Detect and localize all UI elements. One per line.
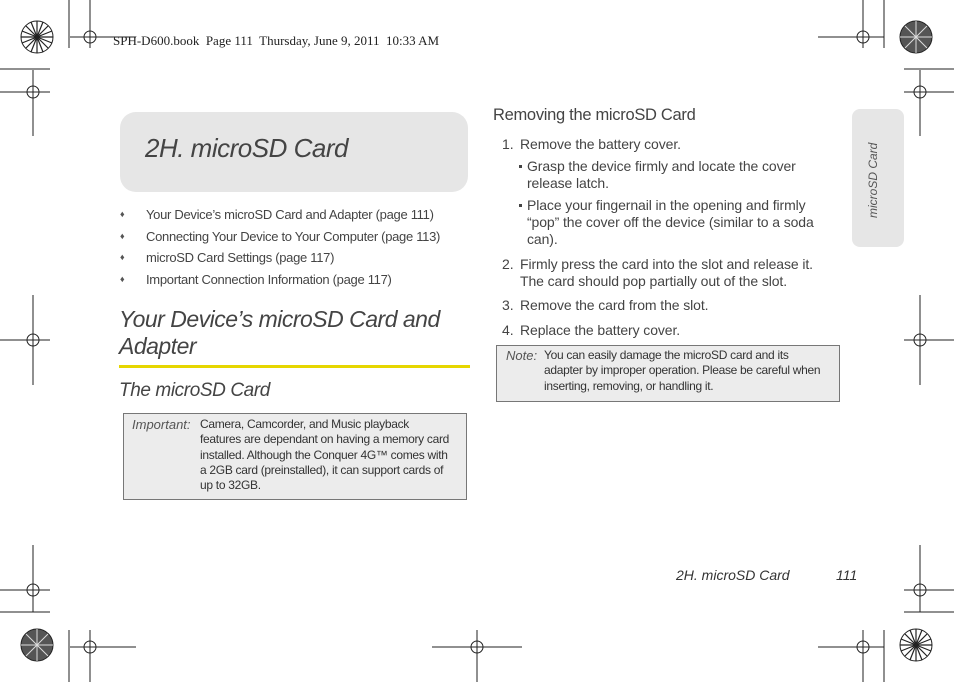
diamond-bullet-icon: ♦ [120,230,125,241]
crosshair-bottom-left [70,630,136,682]
toc-item[interactable]: ♦ Important Connection Information (page 117) [120,272,392,288]
sub-bullet-text: can). [527,231,558,247]
sub-bullet-text: release latch. [527,175,609,191]
important-label: Important: [132,417,191,432]
print-header: SPH-D600.book Page 111 Thursday, June 9, 2011 10:33 AM [113,33,440,48]
toc-item[interactable]: ♦ Your Device’s microSD Card and Adapter (page 111) [120,207,434,222]
important-text-line: a 2GB card (preinstalled), it can support cards of [200,462,444,477]
diamond-bullet-icon: ♦ [120,252,125,263]
step-number: 1. [502,136,514,152]
important-box [123,413,467,500]
subsection-title: The microSD Card [119,380,270,401]
crosshair-right-mid [904,295,954,385]
diamond-bullet-icon: ♦ [120,209,125,219]
crosshair-right-lower [904,545,954,612]
step-number: 3. [502,297,514,313]
sub-bullet-text: Place your fingernail in the opening and firmly [527,197,806,213]
step-text: Firmly press the card into the slot and release it. [520,256,813,272]
section-divider [119,365,470,368]
chapter-title: 2H. microSD Card [145,133,348,163]
step-text: The card should pop partially out of the slot. [520,273,788,289]
sub-bullet-text: “pop” the cover off the device (similar to a soda [527,214,814,230]
registration-wheel-bottom-left [21,629,53,661]
diamond-bullet-icon: ♦ [120,274,125,285]
registration-wheel-top-left [21,21,53,53]
note-box [496,345,840,402]
step-text: Replace the battery cover. [520,322,681,338]
crosshair-right-upper [904,70,954,136]
registration-wheel-bottom-right [900,629,932,661]
registration-wheel-top-right [900,21,932,53]
crosshair-top-right [818,0,884,48]
crosshair-left-upper [0,70,50,136]
note-label: Note: [506,348,538,363]
square-bullet-icon [519,165,522,168]
footer-page-number: 111 [836,567,858,583]
important-text-line: features are dependant on having a memory card [200,432,450,447]
important-text-line: installed. Although the Conquer 4G™ comes with [200,447,448,462]
important-text-line: Camera, Camcorder, and Music playback [200,417,409,431]
toc-item[interactable]: ♦ Connecting Your Device to Your Computer (page 113) [120,228,441,244]
important-text-line: up to 32GB. [200,478,261,493]
crosshair-left-mid [0,295,50,385]
footer-section-title: 2H. microSD Card [676,567,790,583]
side-tab-label: microSD Card [866,142,880,218]
step-number: 4. [502,322,514,338]
crosshair-bottom-right [818,630,884,682]
step-text: Remove the card from the slot. [520,297,709,313]
note-text-line: inserting, removing, or handling it. [544,378,714,393]
note-text-line: You can easily damage the microSD card and its [544,348,789,362]
chapter-toc [120,206,480,293]
removing-heading: Removing the microSD Card [493,106,696,124]
note-text-line: adapter by improper operation. Please be careful when [544,363,821,378]
crosshair-left-lower [0,545,50,612]
square-bullet-icon [519,204,522,207]
step-number: 2. [502,256,514,272]
step-text: Remove the battery cover. [520,136,681,152]
crosshair-bottom-center [432,630,522,682]
section-title: Your Device’s microSD Card and Adapter [119,306,440,359]
toc-item[interactable]: ♦ microSD Card Settings (page 117) [120,250,335,266]
sub-bullet-text: Grasp the device firmly and locate the cover [527,158,796,174]
